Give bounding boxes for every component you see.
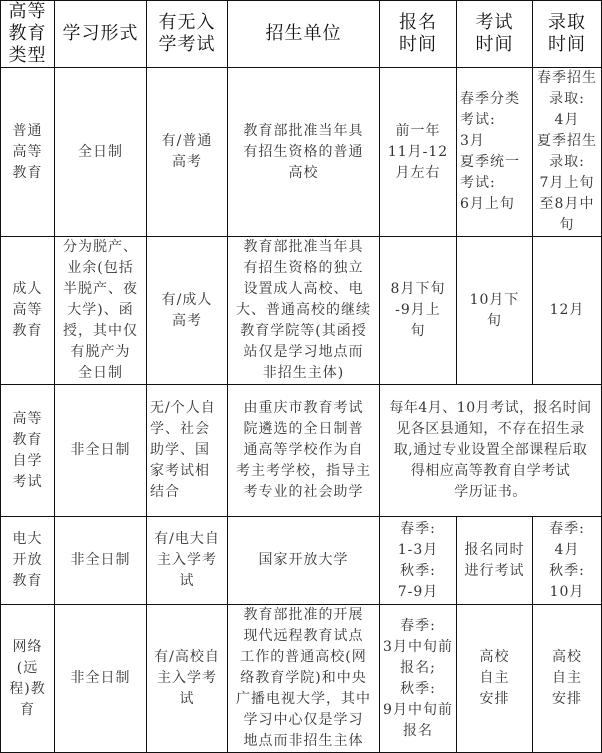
cell-type: 高等 教育 自学 考试	[1, 385, 55, 517]
cell-signup: 8月下旬 -9月上 旬	[380, 237, 457, 385]
cell-form: 分为脱产、 业余(包括 半脱产、夜 大学)、函 授，其中仅 有脱产为 全日制	[55, 237, 147, 385]
header-enrollment-unit: 招生单位	[228, 1, 380, 68]
cell-unit: 教育部批准当年具 有招生资格的普通 高校	[228, 68, 380, 237]
cell-exam-time: 春季分类 考试: 3月 夏季统一 考试: 6月上旬	[457, 68, 533, 237]
cell-exam: 无/个人自 学、社会 助学、国 家考试相 结合	[147, 385, 228, 517]
cell-exam: 有/电大自 主入学考 试	[147, 517, 228, 605]
table-row	[1, 605, 602, 753]
header-exam-time: 考试 时间	[457, 1, 533, 68]
cell-signup: 春季: 3月中旬前 报名; 秋季: 9月中旬前 报名	[380, 605, 457, 753]
cell-form: 全日制	[55, 68, 147, 237]
cell-exam-time: 10月下 旬	[457, 237, 533, 385]
header-study-form: 学习形式	[55, 1, 147, 68]
cell-signup: 前一年 11月-12 月左右	[380, 68, 457, 237]
cell-signup: 春季: 1-3月 秋季: 7-9月	[380, 517, 457, 605]
cell-unit: 教育部批准当年具 有招生资格的独立 设置成人高校、电 大、普通高校的继续 教育学院等(其函授 站仅是学习地点而 非招生主体)	[228, 237, 380, 385]
cell-exam-time: 报名同时 进行考试	[457, 517, 533, 605]
cell-admit: 春季: 4月 秋季: 10月	[533, 517, 602, 605]
cell-exam-time: 高校 自主 安排	[457, 605, 533, 753]
cell-exam: 有/成人 高考	[147, 237, 228, 385]
cell-admit: 高校 自主 安排	[533, 605, 602, 753]
table-row	[1, 517, 602, 605]
header-signup-time: 报名 时间	[380, 1, 457, 68]
cell-unit: 由重庆市教育考试 院遴选的全日制普 通高等学校作为自 考主考学校，指导主 考专业的社会助学	[228, 385, 380, 517]
header-entrance-exam: 有无入 学考试	[147, 1, 228, 68]
cell-unit: 国家开放大学	[228, 517, 380, 605]
cell-type: 普通 高等 教育	[1, 68, 55, 237]
cell-admit: 春季招生 录取: 4月 夏季招生 录取: 7月上旬 至8月中 旬	[533, 68, 602, 237]
cell-type: 网络 (远 程)教 育	[1, 605, 55, 753]
header-admission-time: 录取 时间	[533, 1, 602, 68]
cell-form: 非全日制	[55, 385, 147, 517]
cell-unit: 教育部批准的开展 现代远程教育试点 工作的普通高校(网 络教育学院)和中央 广播电视大学，其中 学习中心仅是学习 地点而非招生主体	[228, 605, 380, 753]
header-row	[1, 1, 602, 68]
cell-merged-schedule: 每年4月、10月考试，报名时间 见各区县通知，不存在招生录 取,通过专业设置全部课程后取 得相应高等教育自学考试 学历证书。	[380, 385, 602, 517]
cell-admit: 12月	[533, 237, 602, 385]
table-row	[1, 237, 602, 385]
cell-form: 非全日制	[55, 517, 147, 605]
cell-type: 电大 开放 教育	[1, 517, 55, 605]
cell-type: 成人 高等 教育	[1, 237, 55, 385]
table-row	[1, 68, 602, 237]
cell-exam: 有/普通 高考	[147, 68, 228, 237]
table-row	[1, 385, 602, 517]
cell-form: 非全日制	[55, 605, 147, 753]
header-education-type: 高等 教育 类型	[1, 1, 55, 68]
cell-exam: 有/高校自 主入学考 试	[147, 605, 228, 753]
